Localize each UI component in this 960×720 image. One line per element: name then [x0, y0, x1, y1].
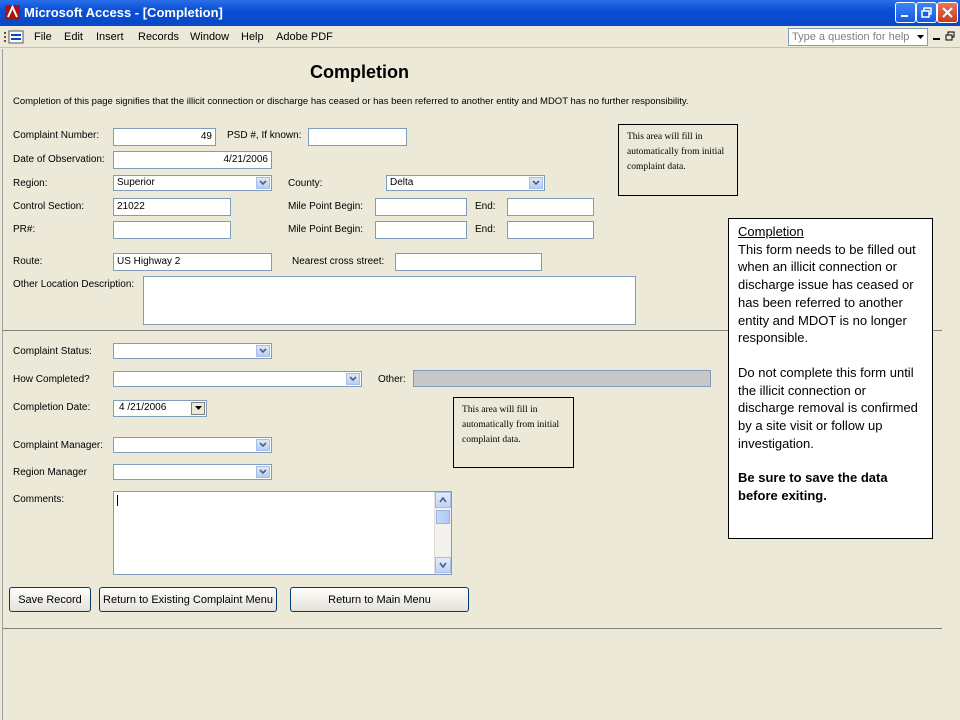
- restore-icon: [945, 30, 955, 42]
- mile-point-begin-label: Mile Point Begin:: [288, 201, 364, 212]
- scroll-thumb[interactable]: [436, 510, 450, 524]
- complaint-number-label: Complaint Number:: [13, 130, 100, 141]
- restore-icon: [921, 7, 932, 18]
- instructions-paragraph-1: This form needs to be filled out when an illicit connection or discharge issue has ceased or has been referred to another entity and MDOT is no longer responsible.: [738, 241, 916, 346]
- psd-field[interactable]: [308, 128, 407, 146]
- chevron-down-icon: [259, 348, 267, 354]
- menu-file[interactable]: File: [34, 31, 52, 43]
- chevron-down-icon: [349, 376, 357, 382]
- pr-mile-point-begin-field[interactable]: [375, 221, 467, 239]
- complaint-manager-label: Complaint Manager:: [13, 440, 104, 451]
- mile-point-begin-field[interactable]: [375, 198, 467, 216]
- instructions-save-reminder: Be sure to save the data before exiting.: [738, 470, 888, 504]
- chevron-down-icon: [259, 442, 267, 448]
- region-label: Region:: [13, 178, 48, 189]
- region-value: Superior: [117, 177, 155, 188]
- route-label: Route:: [13, 256, 43, 267]
- pr-mile-point-end-field[interactable]: [507, 221, 594, 239]
- mdi-minimize-button[interactable]: [932, 30, 944, 44]
- scroll-down-button[interactable]: [435, 557, 451, 573]
- form-heading: Completion: [310, 62, 409, 82]
- completion-date-picker[interactable]: [113, 400, 207, 417]
- save-record-button[interactable]: Save Record: [9, 587, 91, 612]
- complaint-status-label: Complaint Status:: [13, 346, 92, 357]
- chevron-down-icon: [259, 180, 267, 186]
- chevron-down-icon: [195, 406, 202, 411]
- menu-edit[interactable]: Edit: [64, 31, 83, 43]
- access-app-icon[interactable]: [4, 4, 21, 21]
- other-label: Other:: [378, 374, 406, 385]
- date-of-observation-label: Date of Observation:: [13, 154, 105, 165]
- chevron-up-icon: [439, 497, 447, 503]
- how-completed-combo[interactable]: [113, 371, 362, 387]
- pr-label: PR#:: [13, 224, 36, 235]
- complaint-status-combo[interactable]: [113, 343, 272, 359]
- completion-date-label: Completion Date:: [13, 402, 91, 413]
- pr-mile-point-begin-label: Mile Point Begin:: [288, 224, 364, 235]
- region-manager-label: Region Manager: [13, 467, 87, 478]
- county-label: County:: [288, 178, 323, 189]
- minimize-icon: [932, 30, 942, 42]
- pr-mile-point-end-label: End:: [475, 224, 496, 235]
- form-description: Completion of this page signifies that the illicit connection or discharge has ceased or has been referred to another entity and MDOT has no further responsibility.: [13, 96, 689, 107]
- chevron-down-icon: [439, 562, 447, 568]
- form-grip-icon[interactable]: [4, 30, 24, 44]
- instructions-paragraph-2: Do not complete this form until the illicit connection or discharge removal is confirmed by a site visit or follow up investigation.: [738, 364, 918, 451]
- county-value: Delta: [390, 177, 414, 188]
- completion-date-value: 4 /21/2006: [119, 402, 167, 413]
- county-dropdown-button[interactable]: [529, 177, 543, 189]
- complaint-manager-combo[interactable]: [113, 437, 272, 453]
- other-field[interactable]: [413, 370, 711, 387]
- instructions-box: [728, 218, 933, 539]
- close-icon: [942, 7, 953, 18]
- completion-date-dropdown-button[interactable]: [191, 402, 205, 415]
- menu-insert[interactable]: Insert: [96, 31, 124, 43]
- help-dropdown-button[interactable]: [914, 29, 927, 45]
- pr-field[interactable]: [113, 221, 231, 239]
- chevron-down-icon: [917, 35, 924, 40]
- region-manager-dropdown-button[interactable]: [256, 466, 270, 478]
- other-location-label: Other Location Description:: [13, 279, 135, 290]
- instructions-title: Completion: [738, 224, 804, 239]
- other-location-field[interactable]: [143, 276, 636, 325]
- nearest-cross-street-label: Nearest cross street:: [292, 256, 385, 267]
- how-completed-label: How Completed?: [13, 374, 90, 385]
- complaint-status-dropdown-button[interactable]: [256, 345, 270, 357]
- comments-scrollbar[interactable]: [434, 492, 451, 574]
- autofill-note-middle: This area will fill in automatically from initial complaint data.: [453, 397, 574, 468]
- return-existing-complaint-button[interactable]: Return to Existing Complaint Menu: [99, 587, 277, 612]
- footer-divider: [3, 628, 942, 629]
- mdi-restore-button[interactable]: [945, 30, 957, 44]
- chevron-down-icon: [259, 469, 267, 475]
- menu-records[interactable]: Records: [138, 31, 179, 43]
- region-dropdown-button[interactable]: [256, 177, 270, 189]
- return-main-menu-button[interactable]: Return to Main Menu: [290, 587, 469, 612]
- date-of-observation-field[interactable]: 4/21/2006: [113, 151, 272, 169]
- menu-help[interactable]: Help: [241, 31, 264, 43]
- window-title: Microsoft Access - [Completion]: [24, 5, 223, 20]
- scroll-up-button[interactable]: [435, 492, 451, 508]
- autofill-note-top: This area will fill in automatically from initial complaint data.: [618, 124, 738, 196]
- county-combo[interactable]: [386, 175, 545, 191]
- control-section-label: Control Section:: [13, 201, 85, 212]
- chevron-down-icon: [532, 180, 540, 186]
- menu-adobe-pdf[interactable]: Adobe PDF: [276, 31, 333, 43]
- minimize-icon: [900, 7, 911, 18]
- text-caret: [117, 495, 118, 506]
- route-field[interactable]: US Highway 2: [113, 253, 272, 271]
- close-button[interactable]: [937, 2, 958, 23]
- mile-point-end-label: End:: [475, 201, 496, 212]
- menu-window[interactable]: Window: [190, 31, 230, 43]
- comments-label: Comments:: [13, 494, 65, 505]
- help-search-input[interactable]: Type a question for help: [788, 28, 928, 46]
- mile-point-end-field[interactable]: [507, 198, 594, 216]
- title-bar: [0, 0, 960, 26]
- region-combo[interactable]: [113, 175, 272, 191]
- nearest-cross-street-field[interactable]: [395, 253, 542, 271]
- psd-label: PSD #, If known:: [227, 130, 302, 141]
- control-section-field[interactable]: 21022: [113, 198, 231, 216]
- restore-button[interactable]: [916, 2, 937, 23]
- minimize-button[interactable]: [895, 2, 916, 23]
- complaint-number-field[interactable]: 49: [113, 128, 216, 146]
- complaint-manager-dropdown-button[interactable]: [256, 439, 270, 451]
- comments-textarea[interactable]: [113, 491, 452, 575]
- how-completed-dropdown-button[interactable]: [346, 373, 360, 385]
- region-manager-combo[interactable]: [113, 464, 272, 480]
